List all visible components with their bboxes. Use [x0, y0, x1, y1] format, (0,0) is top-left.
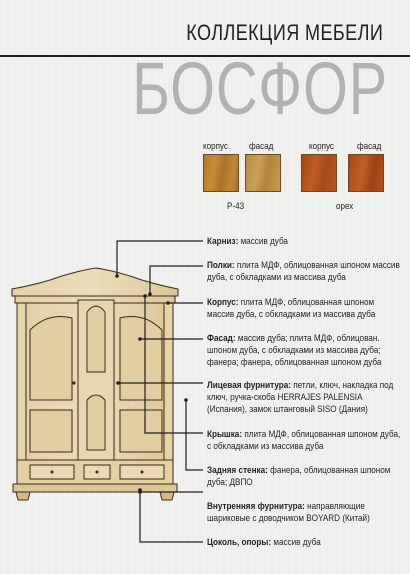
spec-title: Цоколь, опоры:	[207, 537, 272, 548]
collection-name: БОСФОР	[132, 47, 388, 130]
spec-text: массив дуба	[238, 236, 288, 247]
spec-inner-hardware	[207, 501, 403, 525]
swatch-label-oak-facade: фасад	[249, 141, 274, 152]
spec-front-hardware	[207, 380, 403, 416]
swatch-label-walnut-body: корпус	[309, 141, 334, 152]
spec-cornice	[207, 236, 403, 248]
spec-title: Фасад:	[207, 333, 236, 344]
spec-text: массив дуба	[271, 537, 321, 548]
spec-title: Карниз:	[207, 236, 239, 247]
spec-shelves	[207, 260, 403, 284]
spec-top	[207, 429, 403, 453]
spec-text: направляющие шариковые с доводчиком BOYARD (Китай)	[207, 501, 370, 524]
swatch-group-walnut: орех	[336, 201, 354, 212]
spec-facade	[207, 333, 403, 369]
swatch-label-walnut-facade: фасад	[357, 141, 382, 152]
spec-text: плита МДФ, облицованная шпоном массив дуба, с обкладками из массива дуба	[207, 260, 400, 283]
spec-back-panel	[207, 465, 403, 489]
swatch-group-oak: P-43	[227, 201, 245, 212]
spec-title: Задняя стенка:	[207, 465, 268, 476]
collection-title: КОЛЛЕКЦИЯ МЕБЕЛИ	[185, 20, 383, 45]
spec-title: Внутренняя фурнитура:	[207, 501, 305, 512]
spec-title: Крышка:	[207, 429, 243, 440]
spec-text: плита МДФ, облицованная шпоном дуба, с обкладками из массива дуба	[207, 429, 401, 452]
swatch-label-oak-body: корпус	[203, 141, 228, 152]
spec-text: массив дуба; плита МДФ, облицован. шпоном дуба, с обкладками из массива дуба; фанера; фанера, облицованная шпоном дуба	[207, 333, 382, 368]
spec-plinth	[207, 537, 403, 549]
spec-body	[207, 297, 403, 321]
spec-text: фанера, облицованная шпоном дуба; ДВПО	[207, 465, 391, 488]
spec-title: Лицевая фурнитура:	[207, 380, 291, 391]
spec-text: петли, ключ, накладка под ключ, ручка-скоба HERRAJES PALENSIA (Испания), замок штанговый SISO (Дания)	[207, 380, 394, 415]
spec-title: Полки:	[207, 260, 235, 271]
spec-text: плита МДФ, облицованная шпоном массив дуба, с обкладками из массива дуба	[207, 297, 376, 320]
spec-title: Корпус:	[207, 297, 239, 308]
